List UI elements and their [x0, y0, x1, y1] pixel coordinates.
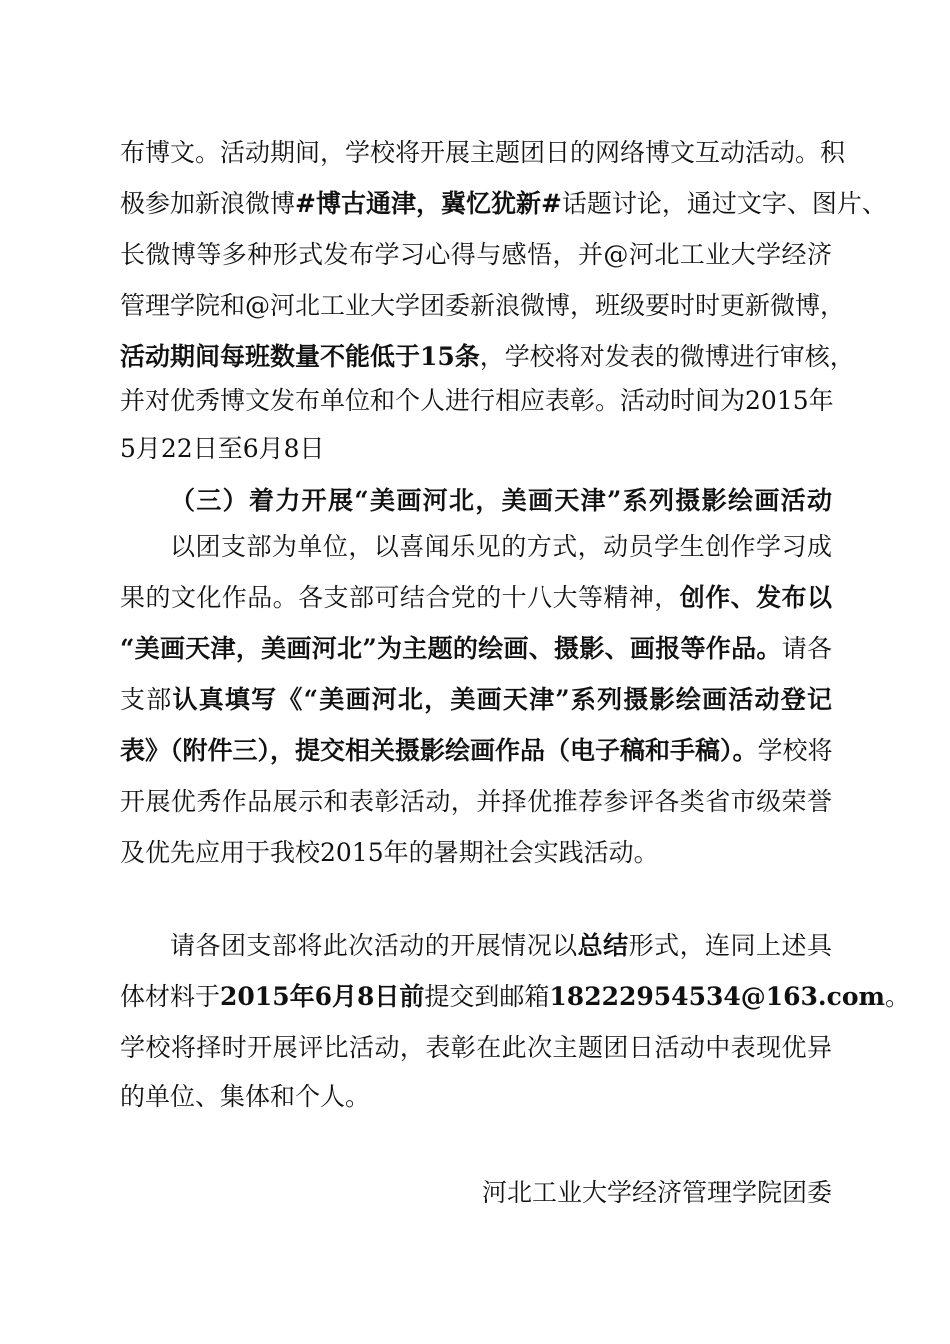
text-line — [120, 735, 832, 767]
text-line — [120, 786, 832, 818]
text-run: 长微博等多种形式发布学习心得与感悟，并@河北工业大学经济 — [120, 240, 832, 269]
text-run: 以团支部为单位，以喜闻乐见的方式，动员学生创作学习成 — [170, 532, 832, 561]
text-run: 并对优秀博文发布单位和个人进行相应表彰。活动时间为2015年 — [120, 386, 834, 415]
text-line — [120, 1032, 832, 1064]
text-line — [120, 837, 832, 869]
text-run: 布博文。活动期间，学校将开展主题团日的网络博文互动活动。积 — [120, 138, 846, 167]
text-run: 开展优秀作品展示和表彰活动，并择优推荐参评各类省市级荣誉 — [120, 787, 832, 816]
text-run: ，学校将对发表的微博进行审核， — [479, 342, 855, 371]
bold-text-run: 认真填写《“美画河北，美画天津”系列摄影绘画活动登记 — [172, 685, 832, 714]
text-line — [120, 582, 832, 614]
signature: 河北工业大学经济管理学院团委 — [481, 1178, 832, 1207]
text-run: 话题讨论，通过文字、图片、 — [561, 189, 887, 218]
text-run: 学校将 — [757, 736, 833, 765]
text-line — [170, 930, 832, 962]
bold-text-run: 18222954534@163.com — [549, 982, 885, 1011]
text-line — [170, 531, 832, 563]
text-run: 5月22日至6月8日 — [120, 434, 325, 463]
text-run: 。 — [885, 982, 911, 1011]
text-run: 极参加新浪微博 — [120, 189, 296, 218]
text-line — [120, 239, 832, 271]
text-run: 及优先应用于我校2015年的暑期社会实践活动。 — [120, 838, 659, 867]
text-line — [120, 433, 832, 465]
text-run: 提交到邮箱 — [424, 982, 550, 1011]
text-run: 请各团支部将此次活动的开展情况以 — [170, 931, 578, 960]
text-line — [120, 684, 832, 716]
text-run: 学校将择时开展评比活动，表彰在此次主题团日活动中表现优异 — [120, 1033, 832, 1062]
text-line — [120, 290, 846, 322]
text-line — [120, 981, 911, 1013]
text-line — [120, 137, 846, 169]
text-run: 形式，连同上述具 — [628, 931, 832, 960]
bold-text-run: 总结 — [577, 931, 629, 960]
text-run: 支部 — [120, 685, 173, 714]
bold-text-run: “美画天津，美画河北”为主题的绘画、摄影、画报等作品。 — [120, 634, 782, 663]
text-run: 果的文化作品。各支部可结合党的十八大等精神， — [120, 583, 680, 612]
bold-text-run: 创作、发布以 — [679, 583, 832, 612]
bold-text-run: 2015年6月8日前 — [220, 982, 425, 1011]
bold-text-run: 活动期间每班数量不能低于15条 — [120, 342, 480, 371]
text-run: 请各 — [781, 634, 832, 663]
text-line — [120, 385, 832, 417]
text-run: 体材料于 — [120, 982, 221, 1011]
text-line — [120, 633, 832, 665]
bold-text-run: #博古通津，冀忆犹新# — [295, 189, 562, 218]
bold-text-run: 表》（附件三），提交相关摄影绘画作品（电子稿和手稿）。 — [120, 736, 758, 765]
text-line — [120, 188, 887, 220]
text-line — [120, 1081, 832, 1113]
text-run: 的单位、集体和个人。 — [120, 1082, 371, 1111]
section-heading: （三）着力开展“美画河北，美画天津”系列摄影绘画活动 — [170, 486, 832, 515]
text-line — [120, 341, 855, 373]
text-run: 管理学院和@河北工业大学团委新浪微博，班级要时时更新微博， — [120, 291, 846, 320]
